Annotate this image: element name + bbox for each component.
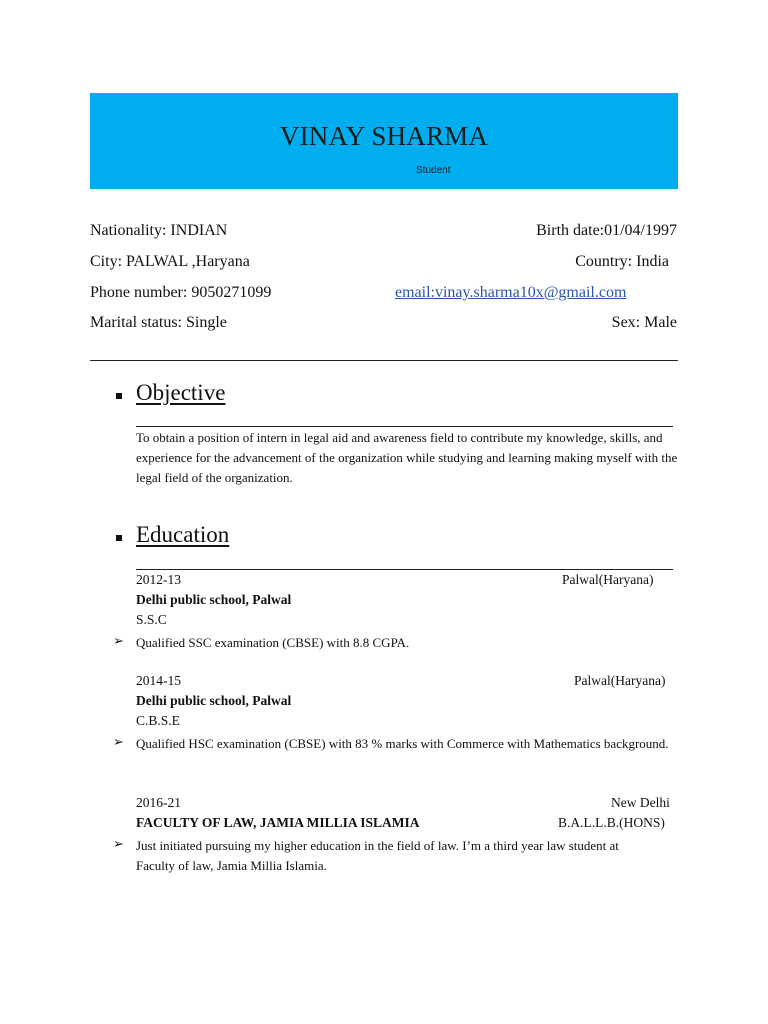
- sex: Sex: Male: [611, 314, 677, 331]
- education-year: 2012-13: [136, 572, 181, 587]
- education-detail: Qualified HSC examination (CBSE) with 83 % marks with Commerce with Mathematics background.: [136, 736, 669, 751]
- candidate-name: VINAY SHARMA: [279, 121, 489, 151]
- education-divider: [136, 569, 673, 570]
- education-heading: Education: [136, 522, 230, 547]
- arrow-bullet-icon: ➢: [113, 735, 124, 750]
- education-school: Delhi public school, Palwal: [136, 592, 292, 607]
- marital-status: Marital status: Single: [90, 314, 227, 331]
- candidate-subtitle: Student: [416, 165, 451, 176]
- country: Country: India: [575, 253, 669, 270]
- education-school: FACULTY OF LAW, JAMIA MILLIA ISLAMIA: [136, 815, 420, 830]
- education-location: Palwal(Haryana): [562, 572, 654, 587]
- education-year: 2016-21: [136, 795, 181, 810]
- education-school: Delhi public school, Palwal: [136, 693, 292, 708]
- objective-divider: [136, 426, 673, 427]
- education-location: New Delhi: [611, 795, 670, 810]
- education-degree: B.A.L.L.B.(HONS): [558, 815, 665, 830]
- education-detail: Qualified SSC examination (CBSE) with 8.8 CGPA.: [136, 635, 410, 650]
- header-banner: [90, 93, 678, 189]
- education-year: 2014-15: [136, 673, 181, 688]
- info-divider: [90, 360, 678, 361]
- arrow-bullet-icon: ➢: [113, 634, 124, 649]
- section-bullet: [116, 393, 122, 399]
- phone-number: Phone number: 9050271099: [90, 284, 272, 301]
- birth-date: Birth date:01/04/1997: [536, 222, 677, 239]
- email-link[interactable]: email:vinay.sharma10x@gmail.com: [395, 284, 627, 301]
- education-location: Palwal(Haryana): [574, 673, 666, 688]
- city: City: PALWAL ,Haryana: [90, 253, 250, 270]
- education-board: C.B.S.E: [136, 713, 180, 728]
- education-detail: Just initiated pursuing my higher education in the field of law. I’m a third year law student at Faculty of law, Jamia Millia Islamia.: [136, 838, 619, 873]
- nationality: Nationality: INDIAN: [90, 222, 228, 239]
- objective-text: To obtain a position of intern in legal aid and awareness field to contribute my knowledge, skills, and experience for the advancement of the organization while studying and learning making myself with the legal field of the organization.: [136, 430, 678, 485]
- objective-heading: Objective: [136, 380, 226, 405]
- arrow-bullet-icon: ➢: [113, 837, 124, 852]
- education-board: S.S.C: [136, 612, 167, 627]
- section-bullet: [116, 535, 122, 541]
